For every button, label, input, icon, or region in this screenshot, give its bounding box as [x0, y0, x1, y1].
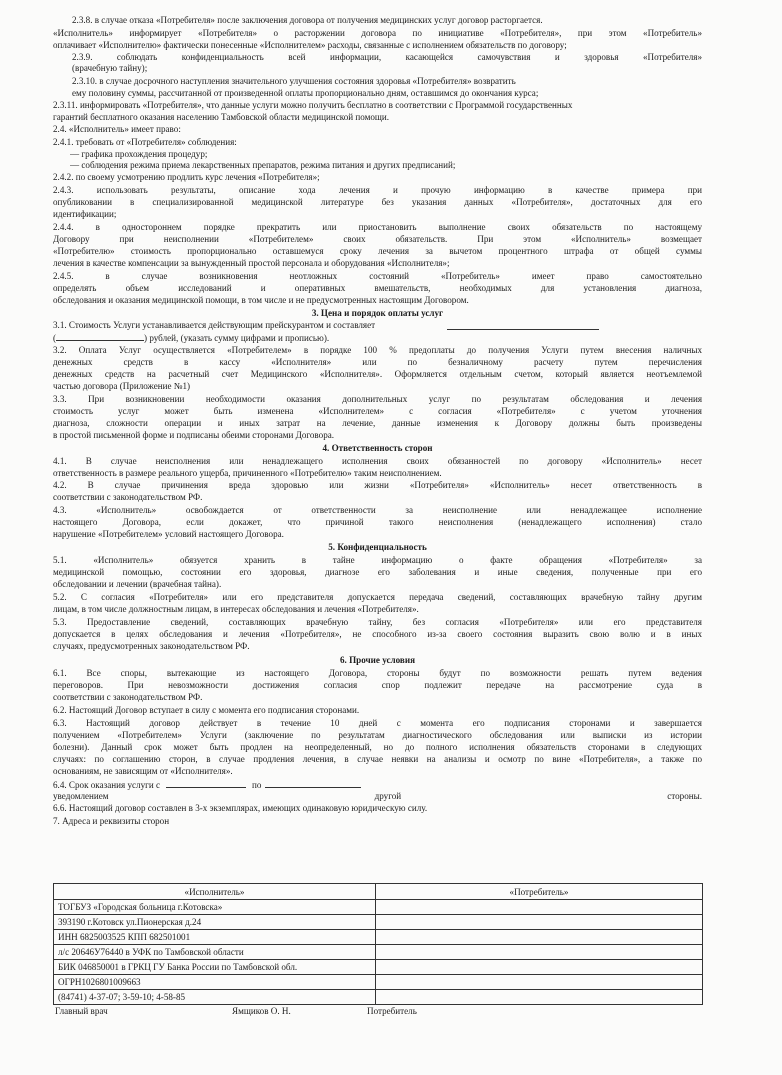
document-line: 2.3.11. информировать «Потребителя», что данные услуги можно получить бесплатно в соответствии с Программой государственных: [53, 100, 573, 110]
section-heading: 6. Прочие условия: [339, 655, 415, 665]
document-line: идентификации;: [53, 209, 117, 219]
executor-requisite: ИНН 6825003525 КПП 682501001: [54, 930, 376, 945]
document-line: 2.4. «Исполнитель» имеет право:: [53, 124, 181, 134]
document-line: — соблюдения режима приема лекарственных препаратов, режима питания и других предписаний;: [70, 160, 456, 170]
document-line: 2.4.3. использовать результаты, описание хода лечения и прочую информацию в качестве примера при: [53, 185, 702, 195]
table-row: [54, 960, 703, 975]
section-heading: 5. Конфиденциальность: [328, 542, 427, 552]
price-words-fill[interactable]: [56, 332, 144, 341]
document-line: денежных средств в кассу «Исполнителя» или по безналичному расчету путем перечисления: [53, 357, 702, 367]
executor-requisite: ТОГБУЗ «Городская больница г.Котовска»: [54, 900, 376, 915]
document-line: — графика прохождения процедур;: [70, 149, 208, 159]
section-heading: 3. Цена и порядок оплаты услуг: [311, 308, 444, 318]
document-line: 2.4.1. требовать от «Потребителя» соблюдения:: [53, 137, 237, 147]
consumer-requisite[interactable]: [376, 915, 703, 930]
consumer-requisite[interactable]: [376, 945, 703, 960]
requisites-table: [53, 883, 703, 1005]
term-from-fill[interactable]: [166, 779, 246, 788]
executor-requisite: ОГРН1026801009663: [54, 975, 376, 990]
executor-requisite: (84741) 4-37-07; 3-59-10; 4-58-85: [54, 990, 376, 1005]
document-line: лицам, в том числе должностным лицам, в интересах обследования и лечения «Потребителя».: [53, 604, 419, 614]
header-executor: «Исполнитель»: [54, 884, 376, 900]
document-line: уведомлением другой стороны.: [53, 791, 702, 801]
document-line: стоимость услуг может быть изменена «Исполнителем» с согласия «Потребителя» с учетом уточнения: [53, 406, 702, 416]
document-line: случаях: по соглашению сторон, в случае продления лечения, в случае неявки на анализы и осмотр по вине «Потребителя», а также по: [53, 754, 702, 764]
document-line: 2.4.2. по своему усмотрению продлить курс лечения «Потребителя»;: [53, 172, 320, 182]
price-words-line: [53, 332, 453, 344]
document-line: обследовании и лечении (врачебная тайна).: [53, 579, 222, 589]
signature-name: Ямщиков О. Н.: [232, 1006, 291, 1016]
executor-requisite: л/с 20646У76440 в УФК по Тамбовской области: [54, 945, 376, 960]
table-row: [54, 975, 703, 990]
document-line: 2.3.8. в случае отказа «Потребителя» после заключения договора от получения медицинских услуг договор расторгается.: [72, 15, 543, 25]
document-line: 5.2. С согласия «Потребителя» или его представителя допускается передача сведений, составляющих врачебную тайну другим: [53, 592, 702, 602]
document-line: 3.2. Оплата Услуг осуществляется «Потребителем» в порядке 100 % предоплаты до получения Услуги путем внесения наличных: [53, 345, 702, 355]
document-line: 6.3. Настоящий договор действует в течение 10 дней с момента его подписания сторонами и завершается: [53, 718, 702, 728]
section-heading: 4. Ответственность сторон: [322, 443, 433, 453]
document-line: Договору при неисполнении «Потребителем» своих обязательств. При этом «Исполнитель» возмещает: [53, 234, 702, 244]
signature-consumer: Потребитель: [367, 1006, 417, 1016]
consumer-requisite[interactable]: [376, 990, 703, 1005]
table-row: [54, 915, 703, 930]
document-line: в простой письменной форме и подписаны обеими сторонами Договора.: [53, 430, 335, 440]
price-fill-line[interactable]: [447, 321, 599, 330]
header-consumer: «Потребитель»: [376, 884, 703, 900]
term-from-label: 6.4. Срок оказания услуги с: [53, 780, 161, 790]
document-line: лечения в качестве компенсации за вынужденный простой персонала и оборудования «Исполнителя»;: [53, 258, 450, 268]
term-to-fill[interactable]: [265, 779, 361, 788]
document-line: 7. Адреса и реквизиты сторон: [53, 816, 170, 826]
document-line: 3.1. Стоимость Услуги устанавливается действующим прейскурантом и составляет: [53, 320, 376, 330]
document-line: оплачивает «Исполнителю» фактически понесенные «Исполнителем» расходы, связанные с исполнением обязательств по договору;: [53, 40, 567, 50]
document-line: допускается в целях обследования и лечения «Потребителя», не способного из-за своего состояния выразить свою волю и в иных: [53, 629, 702, 639]
document-line: 6.2. Настоящий Договор вступает в силу с момента его подписания сторонами.: [53, 705, 360, 715]
document-line: нарушение «Потребителем» условий настоящего Договора.: [53, 529, 284, 539]
document-line: болезни). Данный срок может быть продлен на неопределенный, но до полного исполнения обязательств сторонами в следующих: [53, 742, 702, 752]
document-line: гарантий бесплатного оказания населению Тамбовской области медицинской помощи.: [53, 112, 390, 122]
document-line: 4.2. В случае причинения вреда здоровью или жизни «Потребителя» «Исполнитель» несет ответственность в: [53, 480, 702, 490]
document-line: 4.1. В случае неисполнения или ненадлежащего исполнения своих обязанностей по договору «Исполнитель» несет: [53, 456, 702, 466]
document-line: (врачебную тайну);: [72, 63, 148, 73]
consumer-requisite[interactable]: [376, 960, 703, 975]
document-line: определять объем исследований и оперативных вмешательств, необходимых для установления диагноза,: [53, 283, 702, 293]
paren-open: (: [53, 333, 57, 343]
table-header-row: [54, 884, 703, 900]
document-line: 2.4.4. в одностороннем порядке прекратить или приостановить выполнение своих обязательств по настоящему: [53, 222, 702, 232]
document-line: случаях, предусмотренных законодательством РФ.: [53, 641, 250, 651]
consumer-requisite[interactable]: [376, 900, 703, 915]
document-line: ему половину суммы, рассчитанной от произведенной оплаты пропорционально дням, оставшимся до окончания курса;: [72, 88, 539, 98]
document-line: переговоров. При невозможности достижения согласия спор подлежит передаче на рассмотрение суда в: [53, 680, 702, 690]
term-to-label: по: [252, 780, 262, 790]
document-line: диагноза, сложности операции и иных затрат на лечение, данные изменения к Договору должны быть произведены: [53, 418, 702, 428]
document-line: 6.6. Настоящий договор составлен в 3-х экземплярах, имеющих одинаковую юридическую силу.: [53, 803, 428, 813]
document-line: 3.3. При возникновении необходимости оказания дополнительных услуг по результатам обследования и лечения: [53, 394, 702, 404]
document-line: ответственность в размере реального ущерба, причиненного «Потребителю» таким неисполнением.: [53, 468, 442, 478]
signature-chief: Главный врач: [55, 1006, 108, 1016]
table-row: [54, 930, 703, 945]
document-line: денежных средств на расчетный счет Медицинского «Исполнителя». Оформляется отдельным счетом, который является неотъемлемой: [53, 369, 702, 379]
document-line: 2.3.9. соблюдать конфиденциальность всей информации, касающейся самочувствия и здоровья «Потребителя»: [72, 52, 702, 62]
executor-requisite: 393190 г.Котовск ул.Пионерская д.24: [54, 915, 376, 930]
document-line: «Потребителю» стоимость пропорционально оставшемуся сроку лечения за вычетом процентного штрафа от общей суммы: [53, 246, 702, 256]
service-term-line: [53, 779, 453, 791]
document-line: 4.3. «Исполнитель» освобождается от ответственности за неисполнение или ненадлежащее исполнение: [53, 505, 702, 515]
table-row: [54, 945, 703, 960]
document-line: 2.3.10. в случае досрочного наступления значительного улучшения состояния здоровья «Потребителя» возвратить: [72, 76, 516, 86]
document-line: опубликовании в специализированной медицинской литературе без указания данных «Потребителя», достаточных для его: [53, 197, 702, 207]
document-line: получением «Потребителем» Услуги (заключение по результатам диагностического обследования или выписки из истории: [53, 730, 702, 740]
executor-requisite: БИК 046850001 в ГРКЦ ГУ Банка России по Тамбовской обл.: [54, 960, 376, 975]
document-line: медицинской помощью, состоянии его здоровья, диагнозе его заболевания и иные сведения, полученные при его: [53, 567, 702, 577]
consumer-requisite[interactable]: [376, 975, 703, 990]
consumer-requisite[interactable]: [376, 930, 703, 945]
document-line: соответствии с законодательством РФ.: [53, 692, 203, 702]
price-words-label: ) рублей, (указать сумму цифрами и прописью).: [144, 333, 330, 343]
document-line: 2.4.5. в случае возникновения неотложных состояний «Потребитель» имеет право самостоятельно: [53, 271, 702, 281]
table-row: [54, 900, 703, 915]
document-line: основаниям, не зависящим от «Исполнителя».: [53, 766, 233, 776]
document-line: 6.1. Все споры, вытекающие из настоящего Договора, стороны будут по возможности решать путем ведения: [53, 668, 702, 678]
document-line: обследования и оказания медицинской помощи, в том числе и не предусмотренных настоящим Договором.: [53, 295, 469, 305]
document-line: 5.3. Предоставление сведений, составляющих врачебную тайну, без согласия «Потребителя» или его представителя: [53, 617, 702, 627]
document-line: 5.1. «Исполнитель» обязуется хранить в тайне информацию о факте обращения «Потребителя» за: [53, 555, 702, 565]
document-line: частью договора (Приложение №1): [53, 381, 191, 391]
document-line: настоящего Договора, если докажет, что причиной такого неисполнения (ненадлежащего исполнения) стало: [53, 517, 702, 527]
document-line: соответствии с законодательством РФ.: [53, 492, 203, 502]
table-row: [54, 990, 703, 1005]
document-line: «Исполнитель» информирует «Потребителя» о расторжении договора по инициативе «Потребителя», при этом «Потребитель»: [53, 28, 702, 38]
